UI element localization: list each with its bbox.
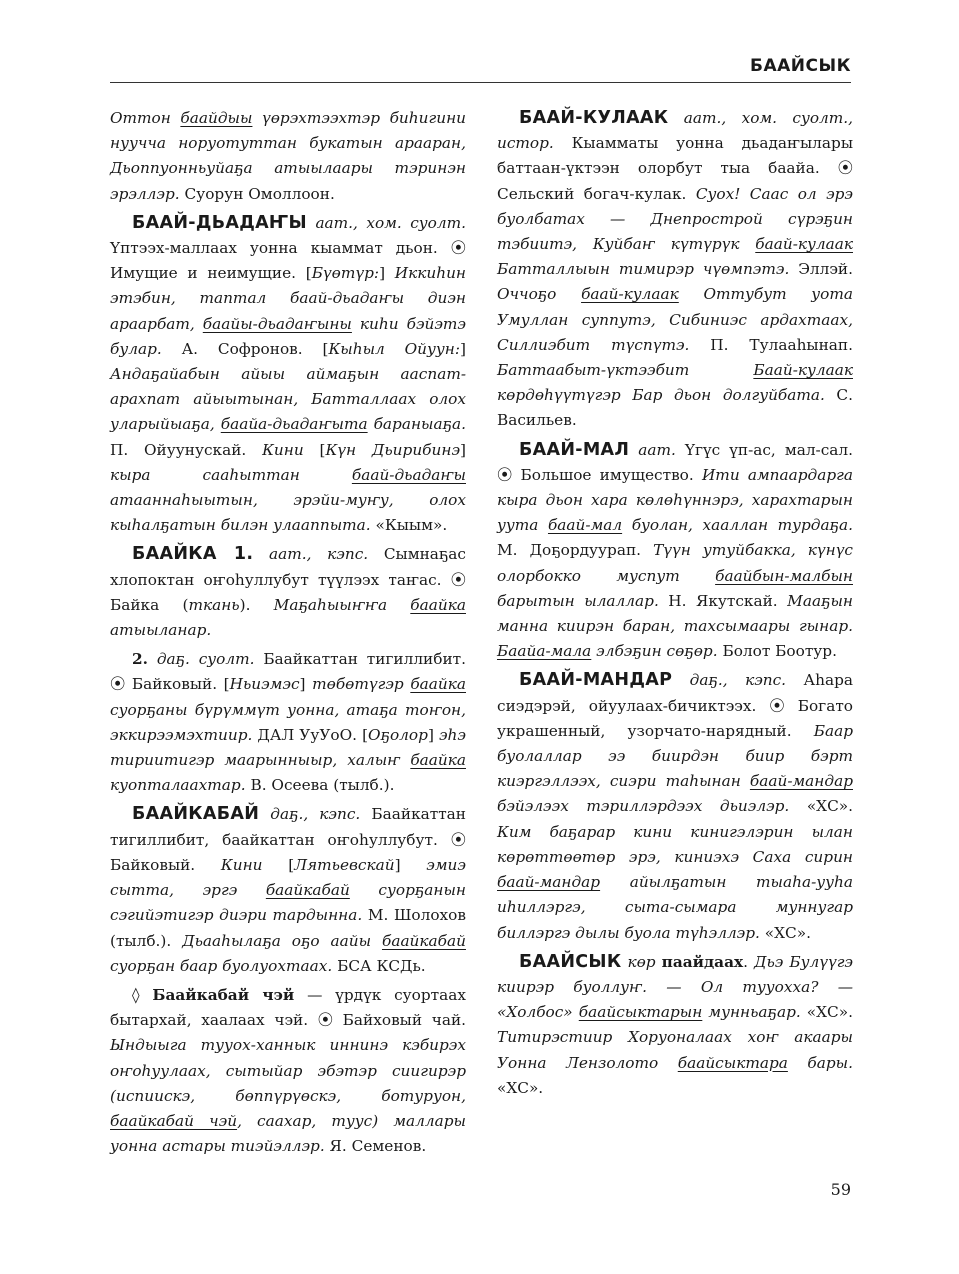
entry-text-run: В. Осеева (тылб.).: [245, 776, 395, 795]
entry-text-run: — үрдүк суортаах бытархай, хаалаах чэй. ⦿ Байховый чай.: [110, 985, 467, 1030]
entry-text-run: аат., хом. суолт., истор.: [497, 109, 853, 153]
entry-text-run: баайкабай: [265, 881, 350, 900]
dictionary-entry: [110, 983, 466, 1159]
entry-text-run: Баайкаттан тигиллибит, баайкаттан оҥоһуллубут. ⦿ Байковый.: [110, 805, 467, 874]
entry-text-run: Ити ампаардарга кыра дьон хара көлөһүннэрэ, харахтарын уута: [497, 465, 854, 535]
entry-text-run: атыыланар.: [110, 621, 212, 640]
entry-text-run: Түүн утуйбакка, күнүс олорбокко муспут: [497, 541, 853, 585]
entry-text-run: элбэҕин сөҕөр.: [591, 642, 718, 661]
headword: БААЙ-МАНДАР: [519, 670, 673, 691]
dictionary-entry: [497, 668, 853, 945]
entry-text-run: атааннаһыытын, эрэйи-муҥу, олох кыһалҕатын билэн улааппыта.: [110, 491, 466, 535]
entry-text-run: Дьэ Булүүгэ киирэр буоллуҥ. — Ол тууохха? — «Холбос»: [497, 952, 853, 1022]
right-column: [497, 106, 853, 1105]
entry-text-run: Иккиһин этэбин, таптал баай-дьадаҥы диэн араарбат,: [110, 264, 466, 333]
entry-text-run: баай-дьадаҥы: [351, 465, 466, 484]
entry-text-run: Маҕаһыыҥҥа: [273, 595, 411, 614]
entry-text-run: баай-мал: [547, 516, 623, 535]
entry-text-run: Оччоҕо: [497, 285, 582, 304]
entry-text-run: Кини: [220, 855, 263, 874]
dictionary-entry: [497, 106, 853, 434]
headword: БААЙ-ДЬАДАҤЫ: [132, 212, 307, 233]
entry-text-run: Я. Семенов.: [324, 1137, 427, 1156]
entry-text-run: Ньиэмэс: [229, 675, 300, 694]
entry-text-run: баайка: [410, 595, 466, 614]
dictionary-entry: [110, 106, 466, 207]
page-number: 59: [830, 1180, 851, 1199]
headword: БААЙКАБАЙ: [132, 804, 260, 825]
entry-text-run: 2.: [132, 650, 148, 669]
entry-text-run: баайсыктарын: [578, 1003, 703, 1022]
entry-text-run: киһи бэйэтэ булар.: [110, 314, 466, 358]
entry-text-run: Суох! Саас ол эрэ буолбатах — Днепрострой сүрэҕин тэбиитэ, Куйбаҥ күтүрүк: [497, 184, 853, 254]
entry-text-run: Баай-кулаак: [753, 361, 853, 380]
headword: БААЙКА 1.: [132, 544, 254, 565]
dictionary-entry: [110, 647, 466, 798]
entry-text-run: бараныаҕа.: [367, 415, 466, 434]
entry-text-run: баайбын-малбын: [715, 566, 853, 585]
entry-text-run: ]: [460, 339, 466, 358]
entry-text-run: Баайа-мала: [497, 642, 592, 661]
entry-text-run: ◊: [132, 985, 153, 1004]
entry-text-run: А. Софронов. [: [161, 339, 329, 358]
entry-text-run: көрдөһүүтүгэр Бар дьон долгуйбата.: [497, 386, 825, 405]
entry-text-run: эмиэ сытта, эргэ: [110, 855, 466, 900]
entry-text-run: Лятьевскай: [294, 855, 395, 874]
entry-text-run: «Кыым».: [370, 516, 448, 535]
entry-text-run: , саахар, туус) маллары уонна астары тиэйэллэр.: [110, 1111, 466, 1156]
entry-text-run: төбөтүгэр: [312, 675, 411, 694]
entry-text-run: даҕ. суолт.: [147, 650, 255, 669]
entry-text-run: М. Доҕордуурап.: [497, 541, 654, 560]
entry-text-run: Аһара сиэдэрэй, ойуулаах-бичиктээх. ⦿ Богато украшенный, узорчато-нарядный.: [497, 671, 853, 740]
entry-text-run: баайка: [410, 751, 466, 770]
entry-text-run: даҕ., кэпс.: [672, 671, 787, 690]
entry-text-run: ДАЛ УуУоО. [: [252, 725, 369, 744]
entry-text-run: Күн Дьирибинэ: [325, 440, 461, 459]
entry-text-run: суорҕаны бүрүммүт уонна, атаҕа тоҥон, эккирээмэхтиир.: [110, 700, 466, 744]
entry-text-run: БСА КСДь.: [332, 956, 426, 975]
entry-text-run: .: [743, 952, 755, 971]
entry-text-run: айылҕатын тыаһа-ууһа иһиллэргэ, сыта-сымара муннугар биллэргэ дылы буола түһэллэр.: [497, 873, 853, 942]
entry-text-run: Сымнаҕас хлопоктан оҥоһуллубут түүлээх таҥас. ⦿ Байка (: [110, 545, 466, 614]
entry-text-run: баай-кулаак: [755, 235, 853, 254]
entry-text-run: Ким баҕарар кини кинигэлэрин ылан көрөттөөтөр эрэ, киниэхэ Саха сирин: [497, 822, 853, 866]
entry-text-run: барытын ылаллар.: [497, 591, 659, 610]
entry-text-run: көр: [621, 952, 662, 971]
entry-text-run: Үптээх-маллаах уонна кыаммат дьон. ⦿ Имущие и неимущие. [: [110, 239, 466, 283]
entry-text-run: П. Тулааһынап.: [689, 335, 853, 354]
entry-text-run: буолан, хааллан турдаҕа.: [622, 516, 853, 535]
entry-text-run: ]: [299, 675, 313, 694]
entry-text-run: Баттаабыт-үктээбит: [497, 361, 754, 380]
entry-text-run: [: [262, 855, 295, 874]
entry-text-run: ).: [239, 595, 274, 614]
entry-text-run: Батталлыын тимирэр чүөмпэтэ.: [497, 260, 790, 279]
entry-text-run: Мааҕын манна киирэн баран, тахсымаары гынар.: [497, 591, 853, 636]
entry-text-run: баайкабай чэй: [110, 1111, 238, 1130]
entry-text-run: баайкабай: [381, 931, 466, 950]
entry-text-run: Бүөтүр:: [311, 264, 380, 283]
entry-text-run: Кини: [262, 440, 304, 459]
entry-text-run: баайсыктара: [677, 1053, 788, 1072]
entry-text-run: баайы-дьадаҥыны: [202, 314, 352, 333]
entry-text-run: баайдыы: [180, 109, 253, 127]
entry-text-run: баай-мандар: [497, 873, 601, 892]
entry-text-run: «ХС».: [497, 1078, 544, 1097]
entry-text-run: Үгүс үп-ас, мал-сал. ⦿ Большое имущество.: [497, 440, 853, 484]
entry-text-run: бары.: [787, 1053, 854, 1072]
entry-text-run: аат., хом. суолт.: [306, 213, 466, 232]
entry-text-run: Баайкабай чэй: [152, 985, 295, 1004]
entry-text-run: даҕ., кэпс.: [259, 805, 361, 824]
entry-text-run: суорҕан баар буолуохтаах.: [110, 956, 333, 975]
entry-text-run: Оттон: [110, 109, 181, 127]
entry-text-run: ]: [394, 855, 427, 874]
entry-text-run: ]: [379, 264, 395, 283]
entry-text-run: С. Васильев.: [497, 386, 853, 430]
entry-text-run: «ХС».: [759, 923, 811, 942]
dictionary-entry: [497, 950, 853, 1101]
entry-text-run: ]: [460, 440, 466, 459]
headword: БААЙСЫК: [519, 951, 622, 972]
headword: БААЙ-КУЛААК: [519, 108, 669, 128]
entry-text-run: эһэ тириитигэр маарынныыр, халыҥ: [110, 725, 466, 770]
entry-text-run: баайа-дьадаҥыта: [220, 415, 368, 434]
entry-text-run: Эллэй.: [789, 260, 853, 279]
headword: БААЙ-МАЛ: [519, 439, 630, 460]
entry-text-run: П. Ойуунускай.: [110, 440, 263, 459]
entry-text-run: ткань: [188, 595, 240, 614]
entry-text-run: суорҕанын сэгийэтигэр диэри тардынна.: [110, 881, 466, 925]
entry-text-run: Оттубут уота Умуллан суппутэ, Сибиниэс ардахтаах, Силлиэбит түспүтэ.: [497, 285, 853, 354]
dictionary-entry: [110, 211, 466, 539]
dictionary-entry: [110, 542, 466, 643]
entry-text-run: Баайкаттан тигиллибит. ⦿ Байковый. [: [110, 650, 466, 694]
header-rule: [110, 82, 851, 83]
entry-text-run: Баар буолаллар ээ биирдэн биир бэрт киэргэллээх, сиэри таһынан: [497, 721, 853, 791]
entry-text-run: Оҕолор: [368, 725, 428, 744]
entry-text-run: баай-кулаак: [581, 285, 679, 304]
entry-text-run: ]: [427, 725, 439, 744]
entry-text-run: баай-мандар: [749, 772, 853, 791]
entry-text-run: Кыамматы уонна дьадаҥылары баттаан-үктээн олорбут тыа баайа. ⦿ Сельский богач-кулак.: [497, 134, 853, 203]
entry-text-run: мунньаҕар.: [702, 1003, 801, 1022]
left-column: [110, 106, 466, 1163]
dictionary-entry: [497, 438, 853, 665]
entry-text-run: Андаҕайабын айыы аймаҕын ааспат-арахпат айыытынан, Батталлаах олох уларыйыаҕа,: [110, 365, 466, 434]
entry-text-run: Н. Якутскай.: [658, 591, 788, 610]
entry-text-run: паайдаах: [661, 952, 744, 971]
entry-text-run: Дьааһылаҕа оҕо аайы: [182, 931, 382, 950]
entry-text-run: [: [303, 440, 326, 459]
entry-text-run: аат., кэпс.: [253, 545, 369, 564]
entry-text-run: куопталаахтар.: [110, 776, 246, 795]
entry-text-run: кыра сааһыттан: [110, 465, 352, 484]
entry-text-run: баайка: [410, 675, 466, 694]
entry-text-run: Кыһыл Ойуун:: [328, 339, 461, 358]
entry-text-run: «ХС».: [789, 797, 853, 816]
entry-text-run: үөрэхтээхтэр биһигини нуучча норуотуттан букатын арааран, Дьоппуонньуйаҕа атыылаары тэринэн эрэллэр.: [110, 109, 466, 203]
entry-text-run: «ХС».: [800, 1003, 853, 1022]
entry-text-run: аат.: [629, 440, 676, 459]
entry-text-run: бэйэлээх тэриллэрдээх дьиэлэр.: [497, 797, 790, 816]
entry-text-run: М. Шолохов (тылб.).: [110, 906, 466, 950]
entry-text-run: Титирэстиир Хоруоналаах хоҥ акаары Уонна Лензолото: [497, 1028, 853, 1072]
entry-text-run: Болот Боотур.: [717, 642, 837, 661]
running-head: БААЙСЫК: [750, 56, 851, 76]
entry-text-run: Суорун Омоллоон.: [179, 184, 335, 203]
dictionary-entry: [110, 802, 466, 978]
entry-text-run: Ындыыга тууох-ханнык иннинэ кэбирэх оҥоһуулаах, сытыйар эбэтэр сиигирэр (испиискэ, бөппүрүөскэ, ботуруон,: [110, 1036, 466, 1105]
